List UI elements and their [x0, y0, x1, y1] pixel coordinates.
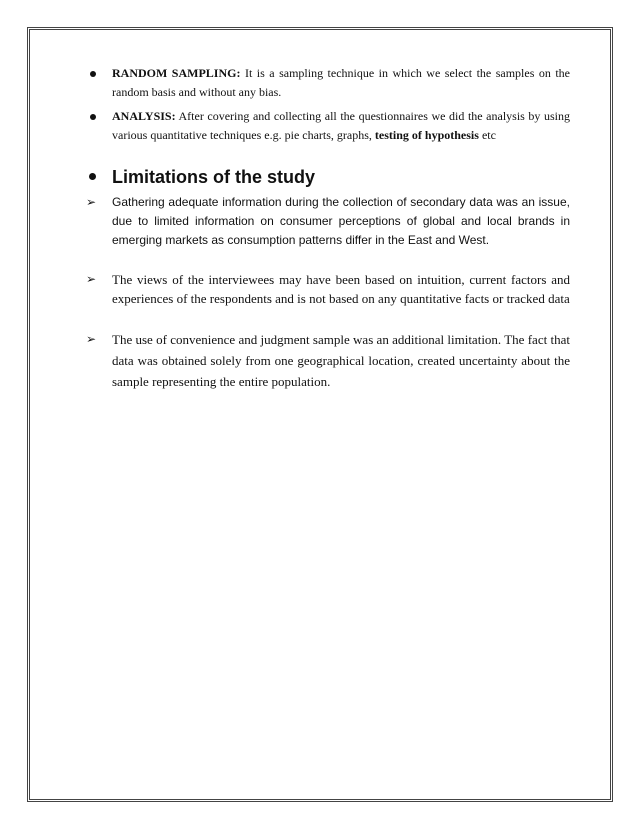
term-description: It is a sampling technique in which we select the samples on the random basis and without any bias. [112, 66, 570, 99]
bullet-random-sampling [88, 64, 570, 102]
bullet-icon [90, 71, 96, 77]
arrow-bullet-icon: ➢ [86, 332, 97, 346]
term-label: RANDOM SAMPLING: [112, 66, 241, 80]
term-description-tail: etc [478, 128, 496, 142]
bullet-analysis [88, 107, 570, 145]
term-label: ANALYSIS: [112, 109, 176, 123]
document-content [88, 64, 570, 392]
limitation-item [88, 193, 570, 250]
emphasis-text: testing of hypothesis [374, 128, 479, 142]
bullet-icon [89, 173, 96, 180]
arrow-bullet-icon: ➢ [86, 272, 97, 286]
limitation-item [88, 329, 570, 392]
limitation-text: The views of the interviewees may have been based on intuition, current factors and experiences of the respondents and is not based on any quantitative facts or tracked data [112, 272, 570, 306]
bullet-icon [90, 114, 96, 120]
term-description: After covering and collecting all the questionnaires we did the analysis by using various quantitative techniques e.g. pie charts, graphs, [112, 109, 570, 142]
limitation-text: The use of convenience and judgment sample was an additional limitation. The fact that data was obtained solely from one geographical location, created uncertainty about the sample representing the entire population. [112, 332, 570, 389]
limitation-text: Gathering adequate information during the collection of secondary data was an issue, due to limited information on consumer perceptions of global and local brands in emerging markets as consumption patterns differ in the East and West. [112, 195, 570, 247]
section-heading [88, 165, 570, 189]
arrow-bullet-icon: ➢ [86, 195, 97, 209]
section-heading-text: Limitations of the study [112, 167, 316, 187]
limitation-item [88, 270, 570, 308]
